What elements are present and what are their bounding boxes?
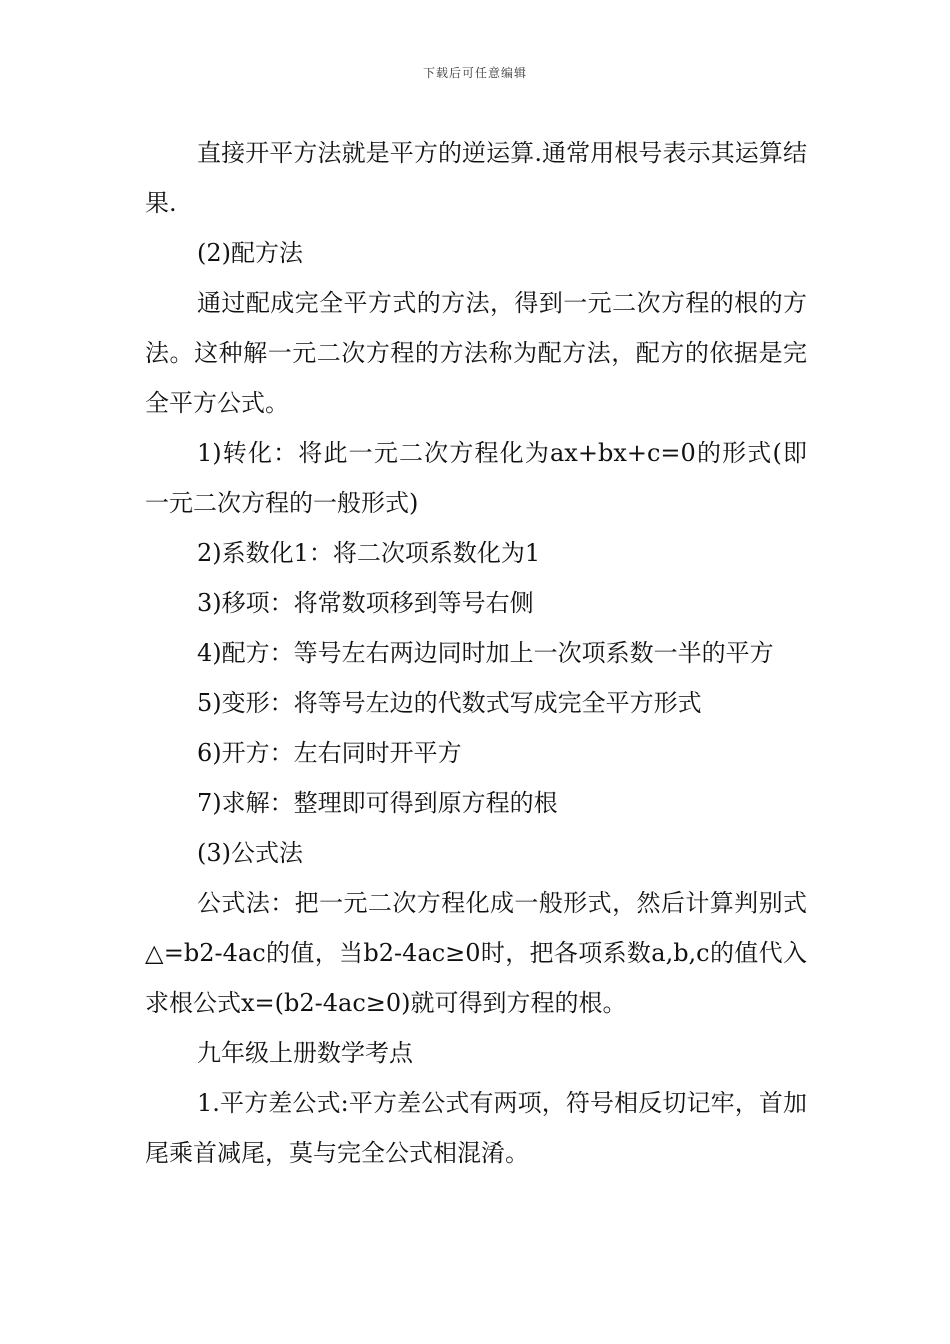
page-header: 下载后可任意编辑 <box>422 66 527 80</box>
step-normalize-coefficient: 2)系数化1：将二次项系数化为1 <box>197 539 541 567</box>
document-body <box>145 128 807 1178</box>
step-rewrite: 5)变形：将等号左边的代数式写成完全平方形式 <box>197 689 702 717</box>
heading-formula-method: (3)公式法 <box>197 839 303 867</box>
heading-completing-square: (2)配方法 <box>197 239 303 267</box>
paragraph-formula-method: 公式法：把一元二次方程化成一般形式，然后计算判别式△=b2-4ac的值，当b2-4ac≥0时，把各项系数a,b,c的值代入求根公式x=(b2-4ac≥0)就可得到方程的根。 <box>145 889 807 1017</box>
paragraph-difference-of-squares: 1.平方差公式:平方差公式有两项，符号相反切记牢，首加尾乘首减尾，莫与完全公式相混淆。 <box>145 1089 807 1167</box>
heading-grade9-key-points: 九年级上册数学考点 <box>197 1039 413 1067</box>
step-take-root: 6)开方：左右同时开平方 <box>197 739 462 767</box>
step-solve: 7)求解：整理即可得到原方程的根 <box>197 789 558 817</box>
step-move-terms: 3)移项：将常数项移到等号右侧 <box>197 589 534 617</box>
paragraph-direct-root-method: 直接开平方法就是平方的逆运算.通常用根号表示其运算结果. <box>145 139 807 217</box>
step-transform: 1)转化：将此一元二次方程化为ax+bx+c=0的形式(即一元二次方程的一般形式) <box>145 439 807 517</box>
step-complete-square: 4)配方：等号左右两边同时加上一次项系数一半的平方 <box>197 639 774 667</box>
paragraph-completing-square-intro: 通过配成完全平方式的方法，得到一元二次方程的根的方法。这种解一元二次方程的方法称为配方法，配方的依据是完全平方公式。 <box>145 289 807 417</box>
